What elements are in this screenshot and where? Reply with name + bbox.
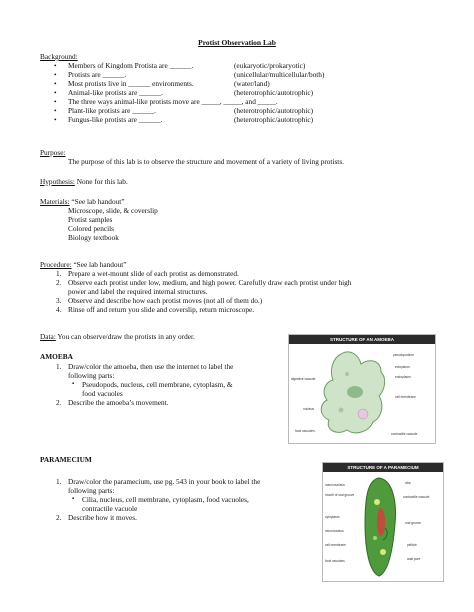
amoeba-label: food vacuoles [295, 429, 315, 433]
procedure-line [40, 260, 127, 269]
background-hint: (unicellular/multicellular/both) [234, 70, 325, 79]
amoeba-heading: AMOEBA [40, 352, 73, 361]
data-heading: Data: [40, 332, 56, 341]
paramecium-label: micronucleus [325, 529, 344, 533]
procedure-step: 1. Prepare a wet-mount slide of each protist as demonstrated. [56, 269, 239, 278]
amoeba-label: contractile vacuole [391, 432, 418, 436]
paramecium-step: 2. Describe how it moves. [56, 513, 137, 522]
materials-item: Biology textbook [68, 233, 119, 242]
procedure-step: 3. Observe and describe how each protist moves (not all of them do.) [56, 296, 263, 305]
background-hint: (heterotrophic/autotrophic) [234, 88, 314, 97]
amoeba-figure-title: STRUCTURE OF AN AMOEBA [289, 335, 435, 344]
amoeba-label: endoplasm [395, 375, 411, 379]
hypothesis-line [40, 177, 128, 186]
amoeba-label: cell membrane [395, 395, 416, 399]
materials-note: “See lab handout” [71, 197, 125, 206]
paramecium-heading: PARAMECIUM [40, 455, 92, 464]
background-item: • Members of Kingdom Protista are ______. [68, 61, 193, 70]
amoeba-label: nucleus [303, 407, 314, 411]
paramecium-step: 1. Draw/color the paramecium, use pg. 543 in your book to label the [56, 477, 261, 486]
procedure-heading: Procedure: [40, 260, 72, 269]
paramecium-parts-cont: contractile vacuole [82, 504, 138, 513]
hypothesis-heading: Hypothesis: [40, 177, 75, 186]
materials-item: Protist samples [68, 215, 113, 224]
paramecium-illustration [323, 472, 443, 581]
amoeba-label: pseudopodium [393, 353, 414, 357]
background-item: • Most protists live in ______ environments. [68, 79, 194, 88]
paramecium-label: cell membrane [325, 543, 346, 547]
background-hint: (heterotrophic/autotrophic) [234, 106, 314, 115]
paramecium-label: macronucleus [325, 483, 345, 487]
background-item: • Protists are ______. [68, 70, 126, 79]
amoeba-step: 2. Describe the amoeba’s movement. [56, 398, 169, 407]
amoeba-figure [288, 334, 436, 444]
amoeba-parts: ▪ Pseudopods, nucleus, cell membrane, cytoplasm, & [82, 380, 233, 389]
procedure-step-cont: power and label the required internal structures. [68, 287, 208, 296]
materials-item: Microscope, slide, & coverslip [68, 206, 158, 215]
background-heading: Background: [40, 52, 78, 61]
procedure-step: 2. Observe each protist under low, medium, and high power. Carefully draw each protist under high [56, 278, 352, 287]
background-hint: (eukaryotic/prokaryotic) [234, 61, 306, 70]
procedure-step: 4. Rinse off and return you slide and coverslip, return microscope. [56, 305, 255, 314]
purpose-heading: Purpose: [40, 148, 66, 157]
materials-item: Colored pencils [68, 224, 115, 233]
data-text: You can observe/draw the protists in any order. [57, 332, 195, 341]
paramecium-parts: ▪ Cilia, nucleus, cell membrane, cytoplasm, food vacuoles, [82, 495, 249, 504]
page-title: Protist Observation Lab [198, 38, 276, 47]
background-hint: (heterotrophic/autotrophic) [234, 115, 314, 124]
procedure-note: “See lab handout” [73, 260, 127, 269]
background-item: • The three ways animal-like protists move are _____, _____, and _____. [68, 97, 278, 106]
amoeba-parts-cont: food vacuoles [82, 389, 123, 398]
background-hint: (water/land) [234, 79, 270, 88]
purpose-text: The purpose of this lab is to observe the structure and movement of a variety of living protists. [68, 157, 345, 166]
paramecium-label: oral groove [405, 521, 421, 525]
background-item: • Plant-like protists are ______. [68, 106, 156, 115]
paramecium-label: pellicle [407, 543, 417, 547]
paramecium-label: cilia [405, 481, 411, 485]
paramecium-label: cytoplasm [325, 515, 340, 519]
data-line [40, 332, 195, 341]
materials-heading: Materials: [40, 197, 70, 206]
paramecium-label: anal pore [407, 557, 421, 561]
background-item: • Animal-like protists are ______. [68, 88, 163, 97]
background-item: • Fungus-like protists are ______. [68, 115, 162, 124]
paramecium-figure-title: STRUCTURE OF A PARAMECIUM [323, 463, 443, 472]
amoeba-label: ectoplasm [395, 365, 410, 369]
hypothesis-text: None for this lab. [76, 177, 128, 186]
paramecium-label: food vacuoles [325, 559, 345, 563]
paramecium-label: contractile vacuole [403, 495, 430, 499]
paramecium-step-cont: following parts: [68, 486, 115, 495]
amoeba-label: digestive vacuole [291, 377, 316, 381]
amoeba-step-cont: following parts: [68, 371, 115, 380]
paramecium-figure [322, 462, 444, 582]
materials-line [40, 197, 125, 206]
amoeba-step: 1. Draw/color the amoeba, then use the internet to label the [56, 362, 234, 371]
paramecium-label: mouth of oral groove [325, 493, 355, 497]
